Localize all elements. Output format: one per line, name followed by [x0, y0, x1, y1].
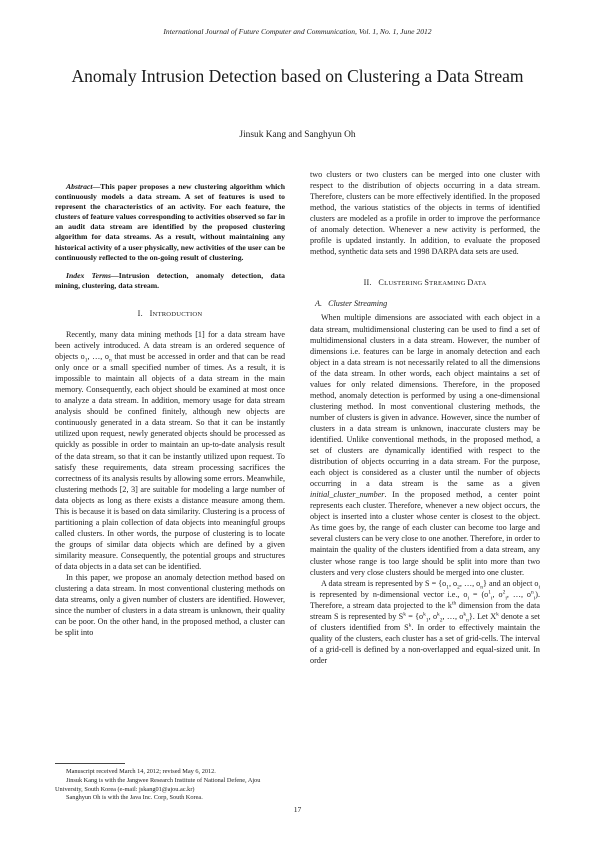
initial-cluster-number-term: initial_cluster_number — [310, 490, 385, 500]
abstract-text: —This paper proposes a new clustering algorithm which continuously models a data stream. A set of features is used to represent the characteristics of an activity. For each feature, the clusters of feature values corresponding to activities observed so far in an audit data stream are identified by the proposed clustering algorithm for data streams. As a result, without maintaining any historical activity of a user physically, new activities of the user can be continuously reflected to the on-going result of clustering. — [55, 182, 285, 262]
index-terms — [55, 271, 285, 291]
paper-title: Anomaly Intrusion Detection based on Clustering a Data Stream — [71, 66, 524, 86]
section-number: I. — [137, 308, 143, 318]
index-terms-label: Index Terms — [66, 270, 112, 280]
footnote-rule — [55, 763, 125, 764]
cluster-paragraph-1: When multiple dimensions are associated with each object in a data stream, multidimensional clustering can be used to find a set of multidimensional clusters in a data stream. However, the number of dimensions i.e. features can be large in anomaly detection and each object in a data stream is not necessarily related to all the dimensions of the data stream. In other words, each object maintains a set of values for only related dimensions. Therefore, in the proposed method, anomaly detection is performed by using a one-dimensional clustering method. In most conventional clustering methods, the number of clusters is given in advance. However, since the number of clusters in a data stream is unknown, inaccurate clusters may be identified. Unlike conventional methods, in the proposed method, a set of clusters are dynamically identified with respect to the distribution of objects occurring in a data stream. For the purpose, each object is considered as a cluster until the number of objects occurring in a data stream is the same as a given initial_cluster_number. In the proposed method, a center point represents each cluster. Therefore, whenever a new object occurs, the object is inserted into a cluster whose center is closest to the object. As time goes by, the range of each cluster can become too large and several clusters can be very close to one another. Therefore, in order to maintain the quality of the clusters identified from a data stream, any cluster whose range is too large should be split into more than two clusters and very close clusters should be merged into one cluster. — [310, 313, 540, 577]
section-title-rest: NTRODUCTION — [152, 310, 203, 318]
authors: Jinsuk Kang and Sanghyun Oh — [239, 130, 356, 140]
section-heading-introduction — [55, 308, 285, 320]
right-column — [310, 169, 540, 666]
footnotes — [55, 768, 285, 803]
journal-header: International Journal of Future Computer and Communication, Vol. 1, No. 1, June 2012 — [163, 27, 432, 36]
left-column — [55, 182, 285, 638]
section-title-cap: I — [149, 308, 153, 318]
section-number: II. — [363, 278, 372, 288]
abstract-label: Abstract — [66, 182, 93, 191]
index-terms-text: —Intrusion detection, anomaly detection, data mining, clustering, data stream. — [55, 270, 285, 290]
footnote-author-2: Sanghyun Oh is with the Java Inc. Corp, South Korea. — [66, 794, 203, 802]
abstract — [55, 182, 285, 263]
section-heading-clustering: II. CLUSTERING STREAMING DATA — [363, 278, 487, 288]
cluster-paragraph-2: A data stream is represented by $S = \{o_1$, $o_2$, …, $o_n$} and an object $o_i$ is represented by n-dimensional vector i.e., $o_i = (o^1_i$, $o^2_i$, …, $o^n_i$). Therefore, a stream data projected to the $k^{th}$ dimension from the data stream S is represented by $S^k = \{o^k_1$, $o^k_2$, …, $o^k_n$}. Let $X^k$ denote a set of clusters identified from $S^k$. In order to effectively maintain the quality of the clusters, each cluster has a set of grid-cells. The interval of a grid-cell is defined by a non-overlapped and equal-sized unit. In order — [310, 578, 541, 665]
footnote-author-1: Jinsuk Kang is with the Jangwee Research Institute of National Defene, Ajou University, South Korea (e-mail: jskang01@ajou.ac.kr) — [55, 776, 261, 793]
page-number: 17 — [293, 805, 302, 814]
intro-paragraph-1: Recently, many data mining methods [1] for a data stream have been actively introduced. A data stream is an ordered sequence of objects $o_1$, …, $o_n$ that must be accessed in order and that can be read only once or a small specified number of times. As a result, it is impossible to maintain all objects of a data stream in the main memory. Consequently, each object should be examined at most once to analyze a data stream. In addition, memory usage for data stream analysis should be confined finitely, although new objects are continuously generated in a data stream. So that it can be instantly utilized upon request, newly generated objects should be processed as quickly as possible in order to maintain an up-to-date analysis result of the data stream, so that it can be instantly utilized upon request. To satisfy these requirements, data stream processing sacrifices the correctness of its analysis results by allowing some errors. Meanwhile, clustering methods [2, 3] are suitable for modeling a large number of data objects as long as there exists a distance measure among them. This is because it is based on data similarity. Clustering is a process of partitioning a plain collection of data objects into meaningful groups called clusters. In other words, the purpose of clustering is to locate the groups of similar data objects which are defined by a given similarity measure. Consequently, the potential groups and structures of data objects in a data set can be identified. — [55, 329, 286, 571]
subsection-heading: A. Cluster Streaming — [315, 299, 388, 309]
intro-paragraph-2: In this paper, we propose an anomaly detection method based on clustering a data stream. In most conventional clustering methods on data streams, only a given number of clusters are identified. However, since the number of clusters in a data stream is unknown, their quality can be poor. On the other hand, in the proposed method, a cluster can be split into — [55, 573, 285, 638]
intro-paragraph-continued: two clusters or two clusters can be merged into one cluster with respect to the distribution of objects occurring in a data stream. Therefore, clusters can be more effectively identified. In the proposed method, the various statistics of the objects in terms of identified clusters are modeled as a profile in order to improve the performance of anomaly detection. Whenever a new activity is performed, the profile is updated instantly. In addition, to evaluate the proposed method, synthetic data sets and 1998 DARPA data sets are used. — [310, 170, 540, 257]
footnote-received: Manuscript received March 14, 2012; revised May 6, 2012. — [66, 768, 216, 775]
